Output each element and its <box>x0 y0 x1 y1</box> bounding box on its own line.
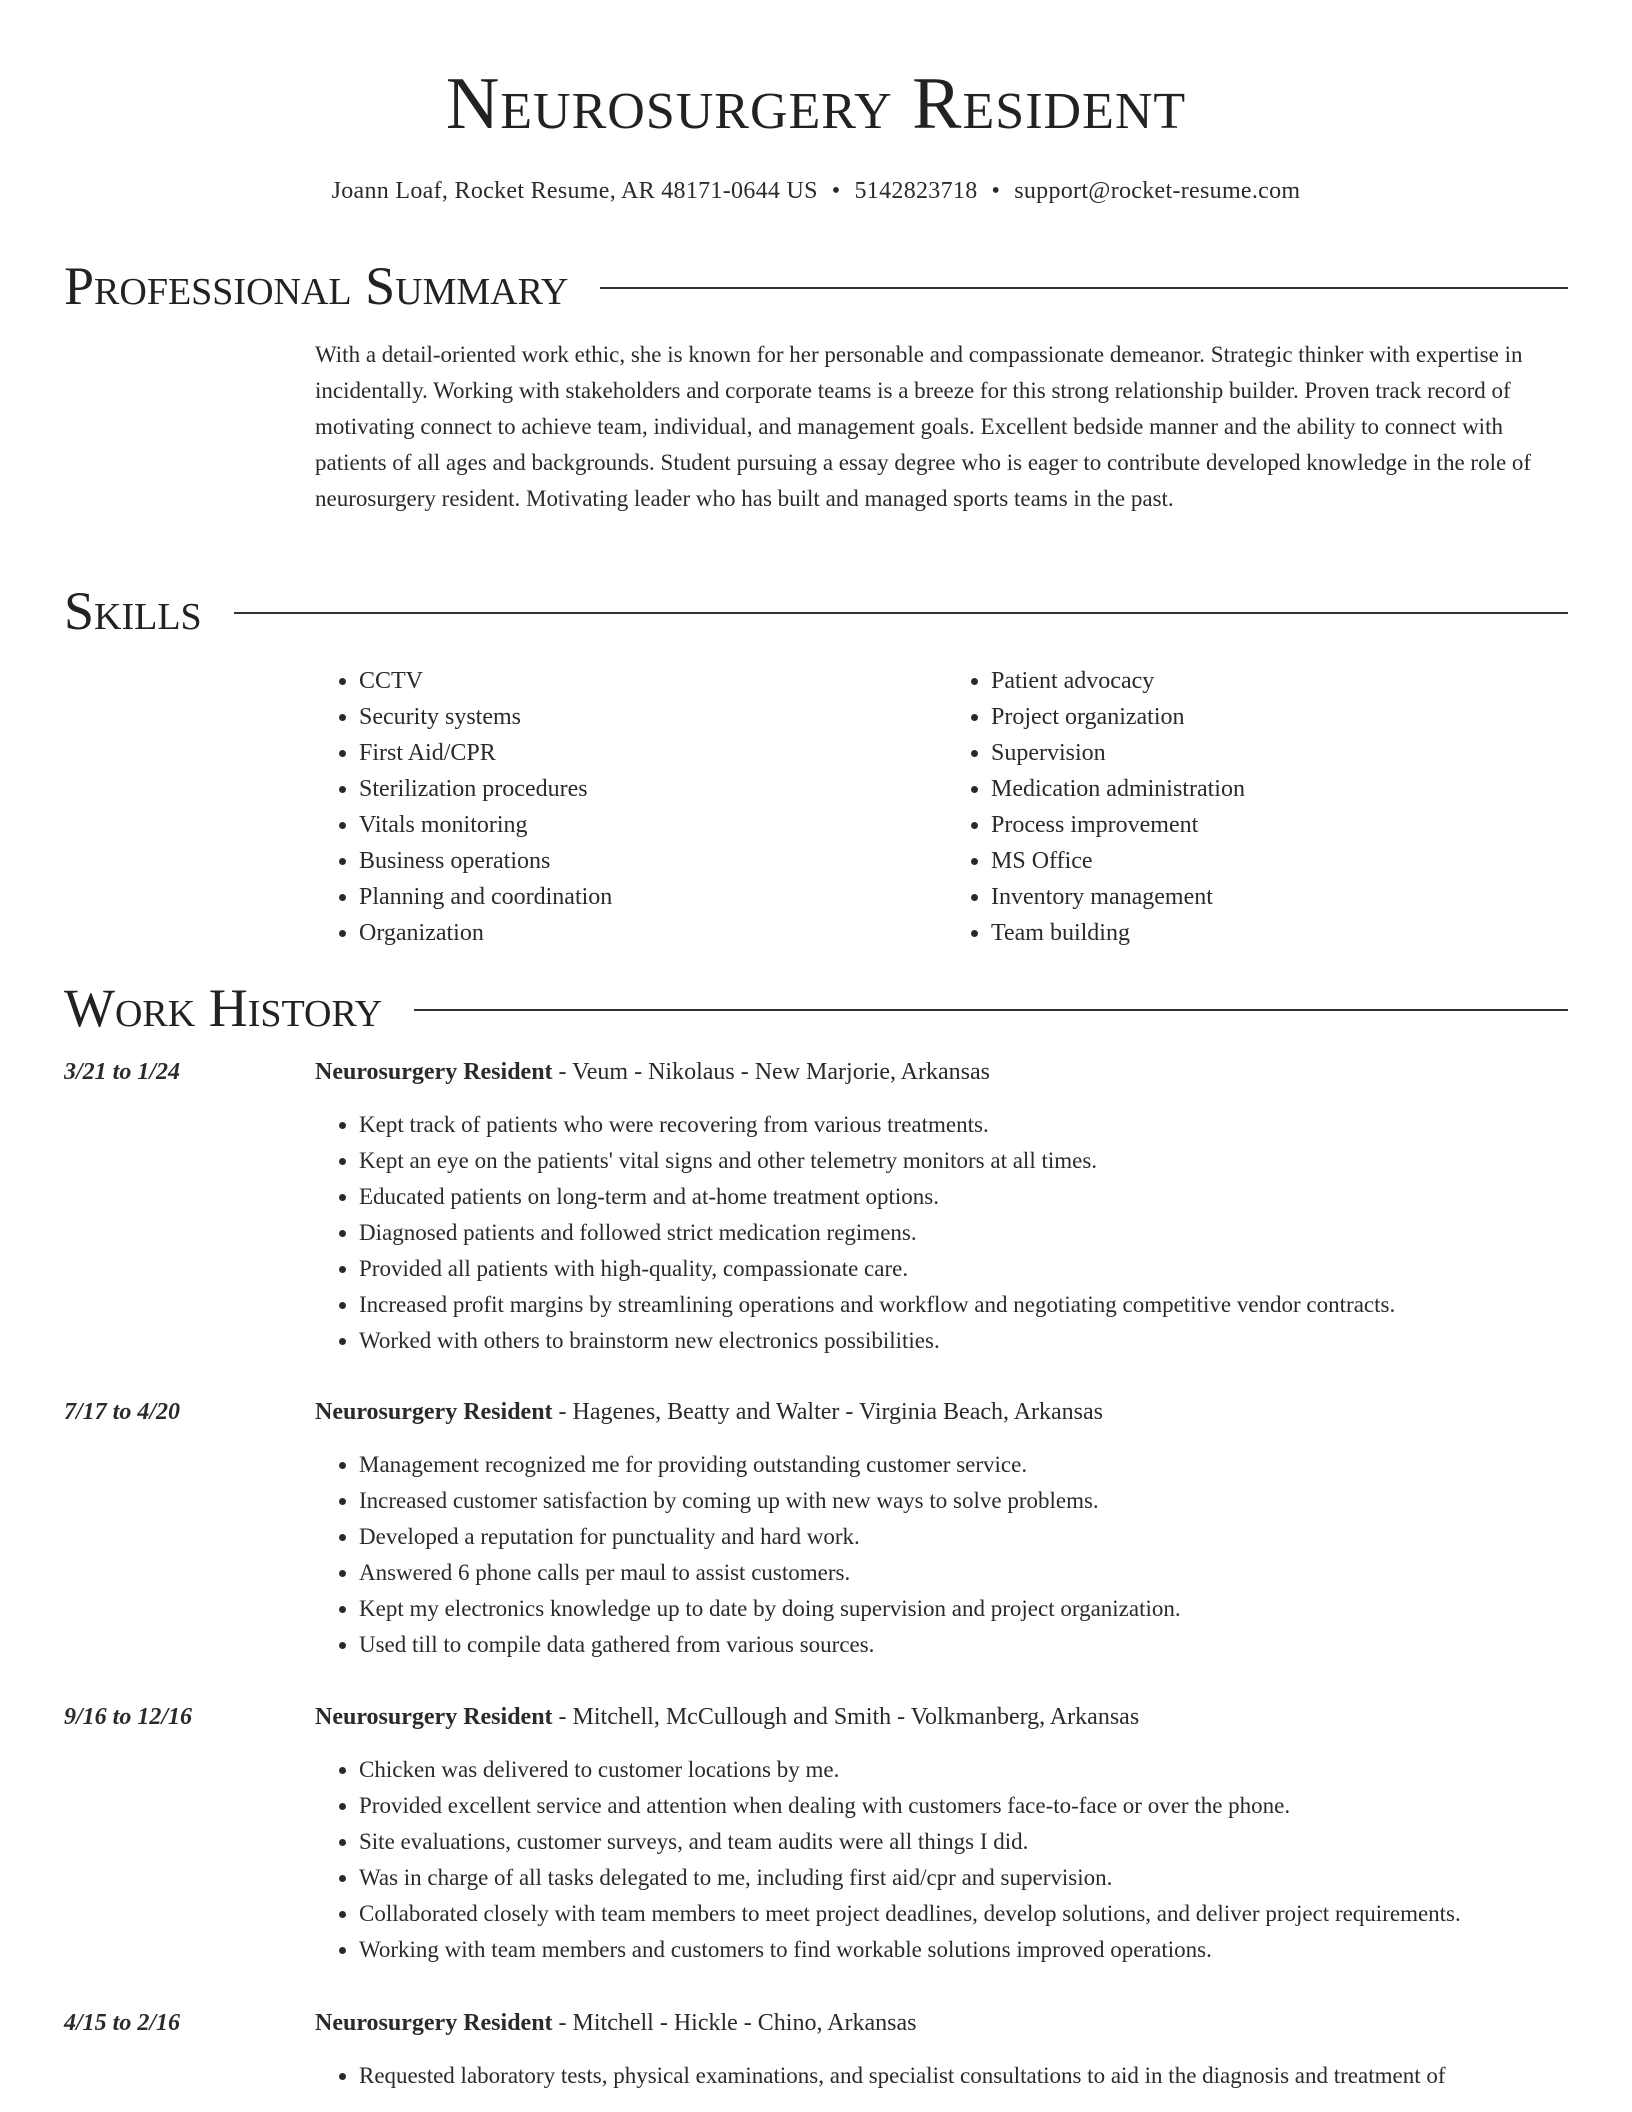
skill-item: • MS Office <box>991 843 1563 879</box>
skill-item: • Business operations <box>359 843 931 879</box>
job-bullet: • Collaborated closely with team members to meet project deadlines, develop solutions, and deliver project requirements. <box>359 1896 1568 1932</box>
job-bullet: • Worked with others to brainstorm new electronics possibilities. <box>359 1323 1568 1359</box>
job-bullet: • Chicken was delivered to customer locations by me. <box>359 1752 1568 1788</box>
job-role: Neurosurgery Resident <box>315 2010 553 2036</box>
section-divider <box>234 612 1568 614</box>
job-dates: 4/15 to 2/16 <box>64 2010 181 2036</box>
job-dates: 7/17 to 4/20 <box>64 1399 181 1425</box>
contact-phone: 5142823718 <box>854 178 978 204</box>
job-bullet: • Increased customer satisfaction by coming up with new ways to solve problems. <box>359 1483 1568 1519</box>
summary-section-header <box>64 256 1568 316</box>
skill-item: • Security systems <box>359 699 931 735</box>
skill-item: • Vitals monitoring <box>359 807 931 843</box>
job-bullet: • Increased profit margins by streamlining operations and workflow and negotiating competitive vendor contracts. <box>359 1287 1568 1323</box>
job-bullet: • Answered 6 phone calls per maul to assist customers. <box>359 1555 1568 1591</box>
job-bullet: • Educated patients on long-term and at-home treatment options. <box>359 1179 1568 1215</box>
skill-item: • Project organization <box>991 699 1563 735</box>
job-employer: - Mitchell - Hickle - Chino, Arkansas <box>552 2010 917 2036</box>
job-bullet: • Kept track of patients who were recovering from various treatments. <box>359 1107 1568 1143</box>
job-bullet: • Used till to compile data gathered from various sources. <box>359 1627 1568 1663</box>
skill-item: • Sterilization procedures <box>359 771 931 807</box>
job-employer: - Mitchell, McCullough and Smith - Volkmanberg, Arkansas <box>552 1704 1140 1730</box>
skill-item: • Process improvement <box>991 807 1563 843</box>
skill-item: • Inventory management <box>991 879 1563 915</box>
work-heading: Work History <box>64 978 383 1038</box>
job-bullet: • Developed a reputation for punctuality and hard work. <box>359 1519 1568 1555</box>
job-employer: - Hagenes, Beatty and Walter - Virginia Beach, Arkansas <box>552 1399 1103 1425</box>
job-bullet: • Requested laboratory tests, physical examinations, and specialist consultations to aid in the diagnosis and treatment of <box>359 2058 1568 2094</box>
job-bullet: • Kept my electronics knowledge up to date by doing supervision and project organization. <box>359 1591 1568 1627</box>
contact-separator: • <box>831 178 841 204</box>
job-role: Neurosurgery Resident <box>315 1704 553 1730</box>
skills-column-left <box>315 663 931 951</box>
contact-email: support@rocket-resume.com <box>1014 178 1301 204</box>
job-bullet: • Management recognized me for providing outstanding customer service. <box>359 1447 1568 1483</box>
section-divider <box>414 1009 1568 1011</box>
job-bullet: • Was in charge of all tasks delegated to me, including first aid/cpr and supervision. <box>359 1860 1568 1896</box>
skill-item: • Team building <box>991 915 1563 951</box>
job-header <box>315 1700 1139 1734</box>
resume-page <box>64 0 1568 2112</box>
work-section-header <box>64 978 1568 1038</box>
job-bullets <box>315 1107 1568 1359</box>
job-header <box>315 1055 990 1089</box>
job-bullets <box>315 1447 1568 1663</box>
job-dates: 3/21 to 1/24 <box>64 1059 181 1085</box>
skills-column-right <box>931 663 1563 951</box>
skill-item: • Medication administration <box>991 771 1563 807</box>
contact-separator: • <box>991 178 1001 204</box>
job-bullets <box>315 2058 1568 2094</box>
skill-item: • CCTV <box>359 663 931 699</box>
job-bullet: • Provided excellent service and attention when dealing with customers face-to-face or over the phone. <box>359 1788 1568 1824</box>
job-employer: - Veum - Nikolaus - New Marjorie, Arkansas <box>552 1059 990 1085</box>
job-bullet: • Working with team members and customers to find workable solutions improved operations. <box>359 1932 1568 1968</box>
contact-line <box>64 175 1568 207</box>
job-role: Neurosurgery Resident <box>315 1399 553 1425</box>
job-bullets <box>315 1752 1568 1968</box>
job-dates: 9/16 to 12/16 <box>64 1704 193 1730</box>
job-header <box>315 1395 1103 1429</box>
summary-heading: Professional Summary <box>64 256 569 316</box>
job-bullet: • Diagnosed patients and followed strict medication regimens. <box>359 1215 1568 1251</box>
skill-item: • Patient advocacy <box>991 663 1563 699</box>
section-divider <box>600 287 1568 289</box>
job-bullet: • Provided all patients with high-quality, compassionate care. <box>359 1251 1568 1287</box>
job-bullet: • Site evaluations, customer surveys, and team audits were all things I did. <box>359 1824 1568 1860</box>
contact-address: Joann Loaf, Rocket Resume, AR 48171-0644 US <box>331 178 818 204</box>
skills-heading: Skills <box>64 581 202 641</box>
skill-item: • Organization <box>359 915 931 951</box>
summary-text: With a detail-oriented work ethic, she is known for her personable and compassionate demeanor. Strategic thinker with expertise in incidentally. Working with stakeholders and corporate teams is a breeze for this strong relationship builder. Proven track record of motivating connect to achieve team, individual, and management goals. Excellent bedside manner and the ability to connect with patients of all ages and backgrounds. Student pursuing a essay degree who is eager to contribute developed knowledge in the role of neurosurgery resident. Motivating leader who has built and managed sports teams in the past. <box>315 342 1532 511</box>
job-bullet: • Kept an eye on the patients' vital signs and other telemetry monitors at all times. <box>359 1143 1568 1179</box>
job-role: Neurosurgery Resident <box>315 1059 553 1085</box>
skills-list <box>315 663 1568 951</box>
resume-title: Neurosurgery Resident <box>445 63 1187 145</box>
skill-item: • Supervision <box>991 735 1563 771</box>
skills-section-header <box>64 581 1568 641</box>
skill-item: • Planning and coordination <box>359 879 931 915</box>
job-header <box>315 2006 916 2040</box>
skill-item: • First Aid/CPR <box>359 735 931 771</box>
